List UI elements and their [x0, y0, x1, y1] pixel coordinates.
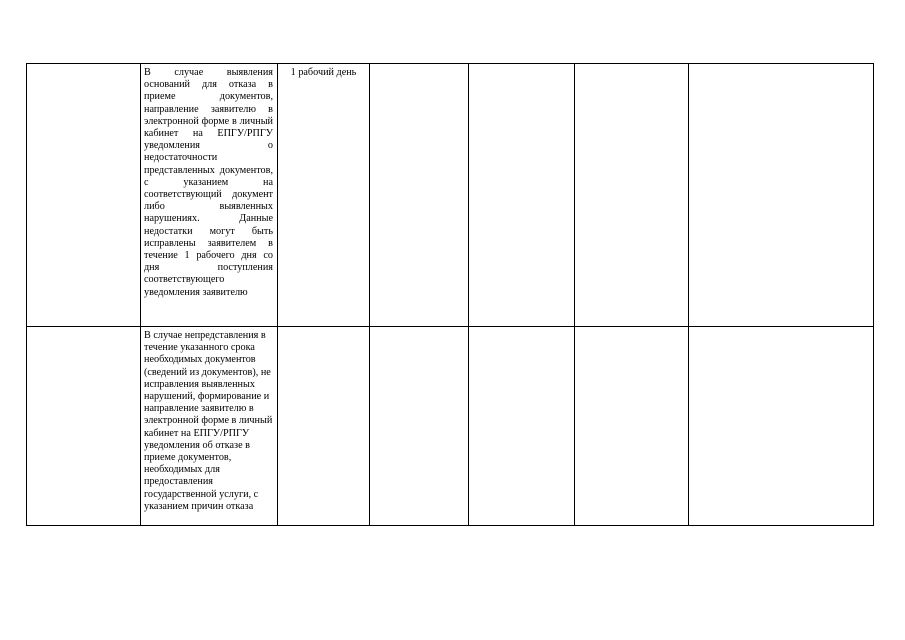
table-cell-col5: [469, 64, 575, 327]
term-text: [278, 327, 369, 330]
table-cell-col6: [575, 64, 689, 327]
procedure-table: [26, 63, 874, 526]
table-cell-action: [141, 327, 278, 526]
table-cell-col1: [27, 64, 141, 327]
table-cell-col1: [27, 327, 141, 526]
table-cell-term: [278, 64, 370, 327]
table-cell-col6: [575, 327, 689, 526]
table-row: [27, 64, 874, 327]
term-text: 1 рабочий день: [290, 67, 357, 78]
table-cell-action: [141, 64, 278, 327]
table-cell-col7: [689, 64, 874, 327]
table-cell-col5: [469, 327, 575, 526]
table-cell-term: [278, 327, 370, 526]
action-description: В случае непредставления в течение указанного срока необходимых документов (сведений из документов), не исправления выявленных нарушений, формирование и направление заявителю в электронной форме в личный кабинет на ЕПГУ/РПГУ уведомления об отказе в приеме документов, необходимых для предоставления государственной услуги, с указанием причин отказа: [144, 330, 273, 512]
table-cell-col4: [370, 327, 469, 526]
table-cell-col4: [370, 64, 469, 327]
table-cell-col7: [689, 327, 874, 526]
action-description: В случае выявления оснований для отказа в приеме документов, направление заявителю в электронной форме в личный кабинет на ЕПГУ/РПГУ уведомления о недостаточности представленных документов, с указанием на соответствующий документ либо выявленных нарушениях. Данные недостатки могут быть исправлены заявителем в течение 1 рабочего дня со дня поступления соответствующего уведомления заявителю: [144, 67, 273, 298]
table-row: [27, 327, 874, 526]
